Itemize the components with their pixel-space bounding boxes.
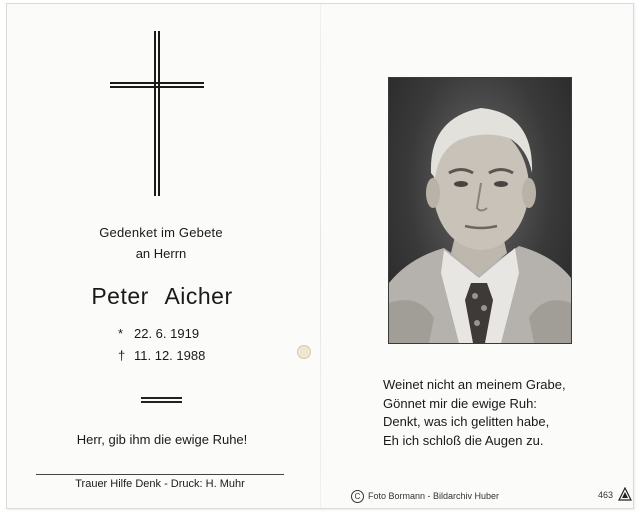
card-fold [320,4,321,508]
blessing-text: Herr, gib ihm die ewige Ruhe! [76,432,248,447]
death-symbol: † [118,348,126,363]
death-date-row [118,348,205,363]
intro-line-1: Gedenket im Gebete [99,225,223,240]
deceased-name: Peter Aicher [91,283,233,309]
poem-line-3: Denkt, was ich gelitten habe, [383,414,550,429]
punch-hole [297,345,311,359]
copyright-icon: C [351,490,364,503]
poem [383,376,566,450]
cross-icon [110,31,204,196]
birth-symbol: * [118,326,124,341]
poem-line-4: Eh ich schloß die Augen zu. [383,432,544,448]
footer-divider [36,474,284,475]
death-date: 11. 12. 1988 [134,348,206,363]
card-number: 463 [598,490,614,500]
printer-credit: Trauer Hilfe Denk - Druck: H. Muhr [75,478,245,490]
portrait-photo [388,77,572,344]
photo-credit: Foto Bormann - Bildarchiv Huber [368,490,500,501]
memorial-card [6,3,634,509]
birth-date-row [118,326,199,341]
birth-date: 22. 6. 1919 [134,326,200,341]
triangle-logo-icon [618,487,632,501]
poem-line-2: Gönnet mir die ewige Ruh: [383,395,537,411]
double-rule-divider [141,397,182,403]
intro-line-2: an Herrn [135,246,187,261]
poem-line-1: Weinet nicht an meinem Grabe, [383,377,566,392]
photo-credit-row [351,490,499,503]
